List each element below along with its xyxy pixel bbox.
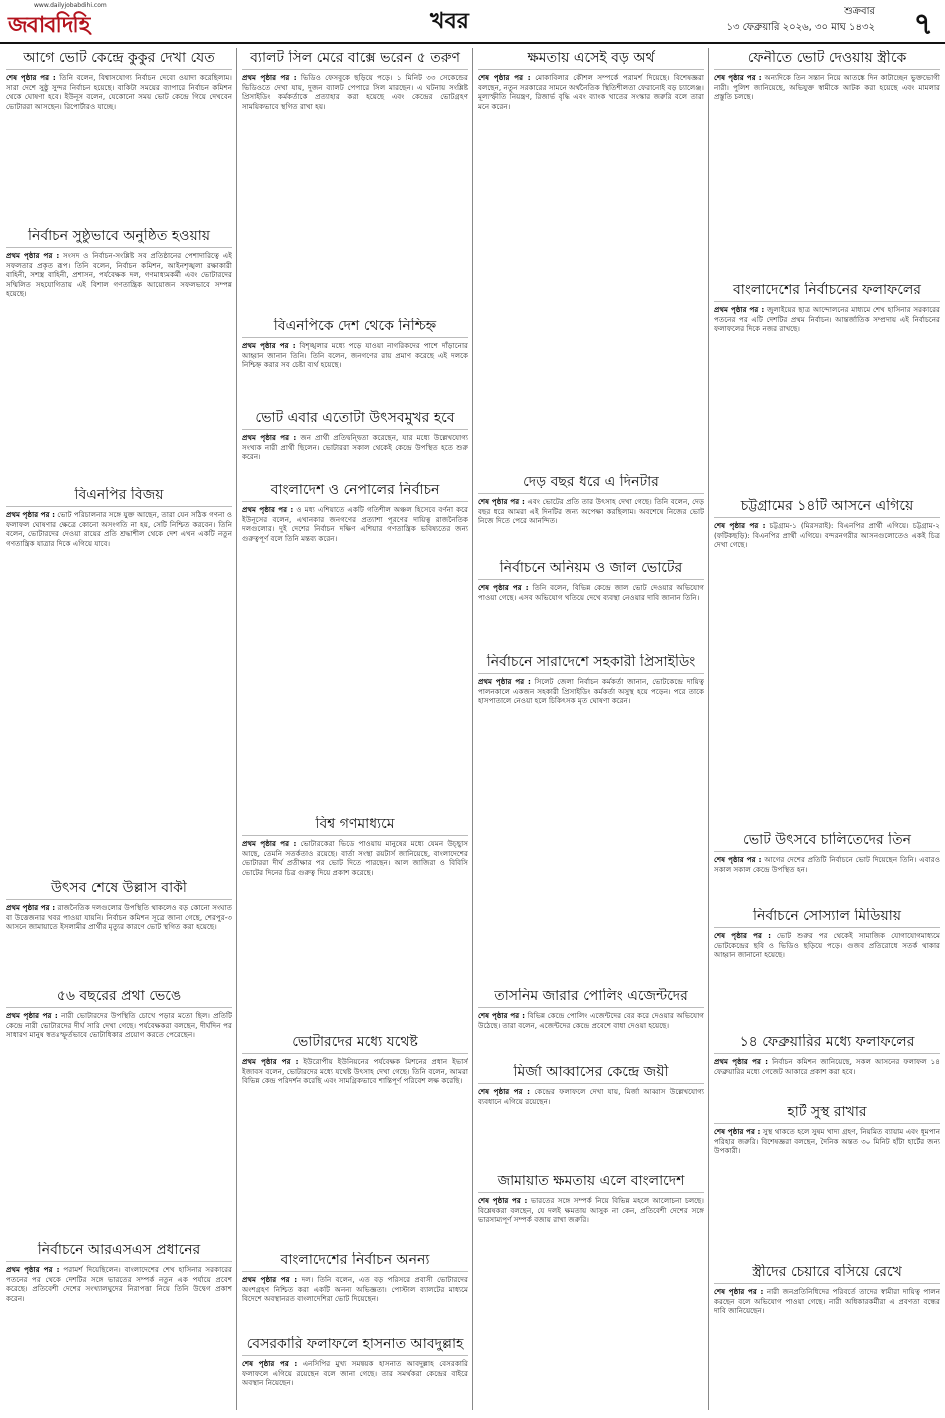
- story-body: [478, 1196, 704, 1225]
- story-headline[interactable]: নির্বাচনে সোস্যাল মিডিয়ায়: [714, 908, 940, 928]
- news-story: [242, 318, 468, 406]
- story-text: ভোট শুরুর পর থেকেই সামাজিক যোগাযোগমাধ্যমে ভোটকেন্দ্রের ছবি ও ভিডিও ছড়িয়ে পড়ে। গুজব প্রতিরোধে সতর্ক থাকার আহ্বান জানানো হয়েছে।: [714, 931, 940, 960]
- story-headline[interactable]: ভোট এবার এতোটা উৎসবমুখর হবে: [242, 410, 468, 430]
- story-body: [714, 521, 940, 550]
- story-body: [714, 1127, 940, 1156]
- column-divider: [236, 48, 237, 1410]
- story-text: নারী জনপ্রতিনিধিদের পরিবর্তে তাদের স্বামীরা দায়িত্ব পালন করছেন বলে অভিযোগ পাওয়া গেছে। নারী অধিকারকর্মীরা এ প্রবণতা বন্ধের দাবি জানিয়েছেন।: [714, 1287, 940, 1316]
- story-headline[interactable]: ১৪ ফেব্রুয়ারির মধ্যে ফলাফলের: [714, 1034, 940, 1054]
- story-text: ভোটারকেরা ভিডে পাওয়ায় মানুষের মধ্যে যেমন উচ্ছ্বাস আছে, তেমনি সতর্কতাও রয়েছে। বার্তা সংস্থা রয়টার্স জানিয়েছে, বাংলাদেশের ভোটাররা দীর্ঘ প্রতীক্ষার পর ভোট দিতে পারছেন। আল জাজিরা ও বিবিসি ভোটের দিনের চিত্র গুরুত্ব দিয়ে প্রকাশ করেছে।: [242, 839, 468, 877]
- column-divider: [472, 48, 473, 1410]
- story-body: [242, 505, 468, 543]
- story-lead: শেষ পৃষ্ঠার পর :: [714, 73, 762, 82]
- story-body: [478, 583, 704, 602]
- issue-day: শুক্রবার: [844, 6, 875, 17]
- story-headline[interactable]: মির্জা আব্বাসের কেন্দ্রে জয়ী: [478, 1064, 704, 1084]
- story-lead: প্রথম পৃষ্ঠার পর :: [6, 251, 60, 260]
- story-headline[interactable]: ভোট উৎসবে চালিতেদের তিন: [714, 832, 940, 852]
- story-headline[interactable]: স্ত্রীদের চেয়ারে বসিয়ে রেখে: [714, 1264, 940, 1284]
- story-text: চট্টগ্রাম-১ (মিরসরাই): বিএনপির প্রার্থী এগিয়ে। চট্টগ্রাম-২ (ফটিকছড়ি): বিএনপির প্রার্থী এগিয়ে। বন্দরনগরীর আসনগুলোতেও একই চিত্র দেখা গেছে।: [714, 521, 940, 550]
- news-story: [242, 1336, 468, 1410]
- news-story: [6, 1242, 232, 1408]
- story-lead: শেষ পৃষ্ঠার পর :: [478, 1087, 531, 1096]
- story-lead: শেষ পৃষ্ঠার পর :: [714, 521, 766, 530]
- story-lead: প্রথম পৃষ্ঠার পর :: [242, 341, 296, 350]
- news-story: [242, 482, 468, 812]
- news-story: [478, 988, 704, 1060]
- story-text: জন প্রার্থী প্রতিদ্বন্দ্বিতা করেছেন, যার মধ্যে উল্লেখযোগ্য সংখ্যক নারী প্রার্থী ছিলেন। ভোটাররা সকাল থেকেই কেন্দ্রে উপস্থিত হতে শুরু করেন।: [242, 433, 468, 462]
- story-lead: শেষ পৃষ্ঠার পর :: [242, 1359, 298, 1368]
- story-headline[interactable]: তাসনিম জারার পোলিং এজেন্টদের: [478, 988, 704, 1008]
- story-text: বিভিন্ন কেন্দ্রে পোলিং এজেন্টদের বের করে দেওয়ার অভিযোগ উঠেছে। তারা বলেন, এজেন্টদের কেন্দ্রে প্রবেশে বাধা দেওয়া হয়েছে।: [478, 1011, 704, 1030]
- news-story: [6, 988, 232, 1238]
- story-lead: শেষ পৃষ্ঠার পর :: [714, 931, 771, 940]
- story-lead: প্রথম পৃষ্ঠার পর :: [478, 677, 531, 686]
- story-text: নারী ভোটারদের উপস্থিতি চোখে পড়ার মতো ছিল। প্রতিটি কেন্দ্রে নারী ভোটারদের দীর্ঘ সারি দেখা গেছে। পর্যবেক্ষকরা বলছেন, দীর্ঘদিন পর সাধারণ মানুষ স্বতঃস্ফূর্তভাবে ভোটাধিকার প্রয়োগ করতে পেরেছেন।: [6, 1011, 232, 1040]
- story-body: [6, 903, 232, 932]
- news-story: [242, 50, 468, 315]
- story-body: [6, 251, 232, 299]
- news-story: [242, 1252, 468, 1332]
- story-lead: প্রথম পৃষ্ঠার পর :: [242, 433, 297, 442]
- story-body: [242, 341, 468, 370]
- news-story: [714, 1104, 940, 1260]
- story-lead: প্রথম পৃষ্ঠার পর :: [242, 1275, 298, 1284]
- news-story: [6, 880, 232, 985]
- story-headline[interactable]: বিএনপির বিজয়: [6, 487, 232, 507]
- story-lead: শেষ পৃষ্ঠার পর :: [478, 497, 525, 506]
- story-headline[interactable]: বিএনপিকে দেশ থেকে নিশ্চিহ্ন: [242, 318, 468, 338]
- story-body: [6, 1265, 232, 1303]
- story-lead: প্রথম পৃষ্ঠার পর :: [714, 305, 765, 314]
- story-text: ভারতের সঙ্গে সম্পর্ক নিয়ে বিভিন্ন মহলে আলোচনা চলছে। বিশ্লেষকরা বলছেন, যে দলই ক্ষমতায় আসুক না কেন, প্রতিবেশী দেশের সঙ্গে ভারসাম্যপূর্ণ সম্পর্ক বজায় রাখা জরুরি।: [478, 1196, 704, 1225]
- story-lead: প্রথম পৃষ্ঠার পর :: [714, 1057, 769, 1066]
- story-body: [478, 1087, 704, 1106]
- story-body: [478, 497, 704, 526]
- story-body: [242, 1359, 468, 1388]
- news-story: [714, 832, 940, 904]
- story-text: এনসিপির মুখ্য সমন্বয়ক হাসনাত আবদুল্লাহ বেসরকারি ফলাফলে এগিয়ে রয়েছেন বলে জানা গেছে। তার সমর্থকরা কেন্দ্রের বাইরে অবস্থান নিয়েছেন।: [242, 1359, 468, 1388]
- news-story: [478, 50, 704, 470]
- story-text: সংসদ ও নির্বাচন-সংশ্লিষ্ট সব প্রতিষ্ঠানের পেশাদারিত্বে এই সফলতার প্রকৃত রূপ। তিনি বলেন, নির্বাচন কমিশন, আইনশৃঙ্খলা রক্ষাকারী বাহিনী, সশস্ত্র বাহিনী, প্রশাসন, পর্যবেক্ষক দল, গণমাধ্যমকর্মী এবং ভোটারদের সম্মিলিত সহযোগিতায় এই বিশাল গণতান্ত্রিক আয়োজন সফলভাবে সম্পন্ন হয়েছে।: [6, 251, 232, 299]
- news-story: [242, 1034, 468, 1249]
- story-lead: শেষ পৃষ্ঠার পর :: [478, 583, 529, 592]
- story-headline[interactable]: ক্ষমতায় এসেই বড় অর্থ: [478, 50, 704, 70]
- story-text: ও মধ্য এশিয়াতে একটি গতিশীল অঞ্চল হিসেবে বর্ণনা করে ইউনূসের বলেন, এখানকার জনগণের প্রত্যাশা পূরণের দায়িত্ব রাজনৈতিক দলগুলোর। দুই দেশের নির্বাচন দক্ষিণ এশিয়ার গণতান্ত্রিক ভবিষ্যতের জন্য গুরুত্বপূর্ণ বলে তিনি মন্তব্য করেন।: [242, 505, 468, 543]
- brand-name: জবাবদিহি: [8, 12, 90, 38]
- story-lead: শেষ পৃষ্ঠার পর :: [478, 1196, 528, 1205]
- story-body: [714, 1057, 940, 1076]
- story-lead: প্রথম পৃষ্ঠার পর :: [6, 510, 55, 519]
- story-headline[interactable]: ব্যালট সিল মেরে বাক্সে ভরেন ৫ তরুণ: [242, 50, 468, 70]
- story-lead: প্রথম পৃষ্ঠার পর :: [242, 1057, 299, 1066]
- story-body: [478, 73, 704, 111]
- story-text: পরামর্শ দিয়েছিলেন। বাংলাদেশের শেখ হাসিনার সরকারের পতনের পর থেকে দেশটির সঙ্গে ভারতের সম্পর্ক নতুন এক পর্যায়ে প্রবেশ করেছে। প্রতিবেশী দেশের সংখ্যালঘুদের নিরাপত্তা নিয়ে তিনি উদ্বেগ প্রকাশ করেন।: [6, 1265, 232, 1303]
- story-text: সিলেট জেলা নির্বাচন কর্মকর্তা জানান, ভোটকেন্দ্রে দায়িত্ব পালনকালে একজন সহকারী প্রিসাইডিং কর্মকর্তা অসুস্থ হয়ে পড়েন। পরে তাকে হাসপাতালে নেওয়া হলে চিকিৎসক মৃত ঘোষণা করেন।: [478, 677, 704, 706]
- news-story: [6, 50, 232, 225]
- story-body: [6, 73, 232, 111]
- story-text: এবং ভোটের প্রতি তার উৎসাহ দেখা গেছে। তিনি বলেন, দেড় বছর ধরে আমরা এই দিনটির জন্য অপেক্ষা করছিলাম। অবশেষে নিজের ভোট নিজে দিতে পেরে আনন্দিত।: [478, 497, 704, 526]
- story-text: ভিডিও ফেসবুকে ছড়িয়ে পড়ে। ১ মিনিট ৩৩ সেকেন্ডের ভিডিওতে দেখা যায়, দুজন ব্যালট পেপারে সিল মারছেন। এ ঘটনায় সংশ্লিষ্ট প্রিসাইডিং কর্মকর্তাকে প্রত্যাহার করা হয়েছে এবং কেন্দ্রের ভোটগ্রহণ সাময়িকভাবে স্থগিত রাখা হয়।: [242, 73, 468, 111]
- story-lead: শেষ পৃষ্ঠার পর :: [478, 1011, 525, 1020]
- story-body: [242, 433, 468, 462]
- story-lead: প্রথম পৃষ্ঠার পর :: [6, 1265, 60, 1274]
- news-story: [478, 1173, 704, 1410]
- story-body: [478, 677, 704, 706]
- story-headline[interactable]: বাংলাদেশ ও নেপালের নির্বাচন: [242, 482, 468, 502]
- story-lead: শেষ পৃষ্ঠার পর :: [714, 855, 762, 864]
- story-text: সুস্থ থাকতে হলে সুষম খাদ্য গ্রহণ, নিয়মিত ব্যায়াম এবং ধূমপান পরিহার জরুরি। বিশেষজ্ঞরা বলছেন, দৈনিক অন্তত ৩০ মিনিট হাঁটা হার্টের জন্য উপকারী।: [714, 1127, 940, 1156]
- story-body: [478, 1011, 704, 1030]
- story-lead: শেষ পৃষ্ঠার পর :: [478, 73, 531, 82]
- story-text: জুলাইয়ের ছাত্র আন্দোলনের মাধ্যমে শেখ হাসিনার সরকারের পতনের পর এটি দেশটির প্রথম নির্বাচন। আন্তর্জাতিক সম্প্রদায় এই নির্বাচনের ফলাফলের দিকে নজর রাখছে।: [714, 305, 940, 334]
- story-body: [714, 931, 940, 960]
- story-headline[interactable]: নির্বাচন সুষ্ঠুভাবে অনুষ্ঠিত হওয়ায়: [6, 228, 232, 248]
- story-body: [242, 1057, 468, 1086]
- news-story: [714, 908, 940, 1030]
- news-story: [478, 654, 704, 984]
- newspaper-logo[interactable]: [8, 2, 107, 38]
- story-lead: শেষ পৃষ্ঠার পর :: [6, 73, 56, 82]
- story-headline[interactable]: নির্বাচনে সারাদেশে সহকারী প্রিসাইডিং: [478, 654, 704, 674]
- story-body: [6, 1011, 232, 1040]
- masthead: [0, 0, 945, 44]
- story-headline[interactable]: বাংলাদেশের নির্বাচনের ফলাফলের: [714, 282, 940, 302]
- story-body: [242, 839, 468, 877]
- site-url: www.dailyjobabdihi.com: [34, 2, 107, 9]
- story-lead: প্রথম পৃষ্ঠার পর :: [242, 73, 297, 82]
- story-lead: প্রথম পৃষ্ঠার পর :: [242, 839, 297, 848]
- story-body: [714, 305, 940, 334]
- story-headline[interactable]: বাংলাদেশের নির্বাচন অনন্য: [242, 1252, 468, 1272]
- story-text: কেন্দ্রের ফলাফলে দেখা যায়, মির্জা আব্বাস উল্লেখযোগ্য ব্যবধানে এগিয়ে রয়েছেন।: [478, 1087, 704, 1106]
- column-divider: [708, 48, 709, 1410]
- story-lead: প্রথম পৃষ্ঠার পর :: [6, 1011, 58, 1020]
- news-story: [714, 282, 940, 494]
- story-headline[interactable]: বেসরকারি ফলাফলে হাসনাত আবদুল্লাহ: [242, 1336, 468, 1356]
- issue-date: ১৩ ফেব্রুয়ারি ২০২৬, ৩০ মাঘ ১৪৩২: [726, 22, 875, 33]
- story-text: মোকাবিলার কৌশল সম্পর্কে পরামর্শ দিয়েছে। বিশেষজ্ঞরা বলছেন, নতুন সরকারের সামনে অর্থনৈতিক স্থিতিশীলতা ফেরানোই বড় চ্যালেঞ্জ। মূল্যস্ফীতি নিয়ন্ত্রণ, রিজার্ভ বৃদ্ধি এবং ব্যাংক খাতের সংস্কার জরুরি বলে তারা মনে করেন।: [478, 73, 704, 111]
- story-body: [714, 1287, 940, 1316]
- story-lead: শেষ পৃষ্ঠার পর :: [714, 1127, 761, 1136]
- news-story: [714, 1264, 940, 1410]
- story-text: রাজনৈতিক দলগুলোর উপস্থিতি থাকলেও বড় কোনো সংঘাত বা উত্তেজনার খবর পাওয়া যায়নি। নির্বাচন কমিশন সূত্রে জানা গেছে, শেরপুর-৩ আসনে জামায়াতে ইসলামীর প্রার্থীর মৃত্যুর কারণে ভোট স্থগিত করা হয়েছে।: [6, 903, 232, 932]
- page-number: ৭: [913, 7, 933, 42]
- news-story: [714, 1034, 940, 1100]
- story-lead: প্রথম পৃষ্ঠার পর :: [6, 903, 56, 912]
- story-lead: প্রথম পৃষ্ঠার পর :: [242, 505, 294, 514]
- story-body: [714, 73, 940, 102]
- news-story: [6, 228, 232, 483]
- news-story: [714, 50, 940, 278]
- section-title: খবর: [430, 8, 469, 34]
- story-headline[interactable]: ভোটারদের মধ্যে যথেষ্ট: [242, 1034, 468, 1054]
- news-story: [478, 474, 704, 556]
- news-story: [714, 498, 940, 828]
- story-headline[interactable]: উৎসব শেষে উল্লাস বাকী: [6, 880, 232, 900]
- story-text: দল। তিনি বলেন, এত বড় পরিসরে প্রবাসী ভোটারদের অংশগ্রহণ নিশ্চিত করা একটি অনন্য অভিজ্ঞতা। পোস্টাল ব্যালটের মাধ্যমে বিদেশে অবস্থানরত বাংলাদেশিরা ভোট দিয়েছেন।: [242, 1275, 468, 1304]
- story-headline[interactable]: ৫৬ বছরের প্রথা ভেঙে: [6, 988, 232, 1008]
- story-text: ভোট পরিচালনার সঙ্গে যুক্ত আছেন, তারা যেন সঠিক গণনা ও ফলাফল ঘোষণার ক্ষেত্রে কোনো অসংগতি না হয়, সেটি নিশ্চিত করবেন। তিনি বলেন, ভোটারদের দেওয়া রায়ের প্রতি শ্রদ্ধাশীল থেকে দেশ এখন একটি নতুন গণতান্ত্রিক যাত্রার দিকে এগিয়ে যাবে।: [6, 510, 232, 548]
- story-headline[interactable]: নির্বাচনে অনিয়ম ও জাল ভোটের: [478, 560, 704, 580]
- news-story: [478, 1064, 704, 1169]
- story-headline[interactable]: দেড় বছর ধরে এ দিনটার: [478, 474, 704, 494]
- story-text: বিশৃঙ্খলার মধ্যে পড়ে যাওয়া নাগরিকদের পাশে দাঁড়ানোর আহ্বান জানান তিনি। তিনি বলেন, জনগণের রায় প্রমাণ করেছে এই দলকে নিশ্চিহ্ন করার সব চেষ্টা ব্যর্থ হয়েছে।: [242, 341, 468, 370]
- story-text: নির্বাচন কমিশন জানিয়েছে, সকল আসনের ফলাফল ১৪ ফেব্রুয়ারির মধ্যে গেজেট আকারে প্রকাশ করা হবে।: [714, 1057, 940, 1076]
- story-headline[interactable]: আগে ভোট কেন্দ্রে কুকুর দেখা যেত: [6, 50, 232, 70]
- story-text: তিনি বলেন, বিশ্বাসযোগ্য নির্বাচন দেবো ওয়াদা করেছিলাম। সারা দেশে সুষ্ঠু সুন্দর নির্বাচন হয়েছে। বাকিটা সময়ের ব্যাপারে নির্বাচন কমিশন থেকে ঘোষণা হবে। ইউনূস বলেন, যেকোনো সময় ভোট কেন্দ্রে গিয়ে দেখবেন ভোটাররা আসছেন। রিপোর্টারও যাচ্ছে।: [6, 73, 232, 111]
- news-story: [6, 487, 232, 877]
- story-body: [242, 1275, 468, 1304]
- story-headline[interactable]: ফেনীতে ভোট দেওয়ায় স্ত্রীকে: [714, 50, 940, 70]
- story-lead: শেষ পৃষ্ঠার পর :: [714, 1287, 764, 1296]
- story-text: আগের দেশের প্রতিটি নির্বাচনে ভোট দিয়েছেন তিনি। এবারও সকাল সকাল কেন্দ্রে উপস্থিত হন।: [714, 855, 940, 874]
- story-headline[interactable]: নির্বাচনে আরএসএস প্রধানের: [6, 1242, 232, 1262]
- story-body: [714, 855, 940, 874]
- story-headline[interactable]: হার্ট সুস্থ রাখার: [714, 1104, 940, 1124]
- story-body: [242, 73, 468, 111]
- story-body: [6, 510, 232, 548]
- news-story: [242, 816, 468, 1031]
- story-text: অন্যদিকে তিন সন্তান নিয়ে আতঙ্কে দিন কাটাচ্ছেন ভুক্তভোগী নারী। পুলিশ জানিয়েছে, অভিযুক্ত স্বামীকে আটক করা হয়েছে এবং মামলার প্রস্তুতি চলছে।: [714, 73, 940, 102]
- story-headline[interactable]: জামায়াত ক্ষমতায় এলে বাংলাদেশ: [478, 1173, 704, 1193]
- story-text: ইউরোপীয় ইউনিয়নের পর্যবেক্ষক মিশনের প্রধান ইভার্স ইজাবস বলেন, ভোটারদের মধ্যে যথেষ্ট উৎসাহ দেখা গেছে। তিনি বলেন, আমরা বিভিন্ন কেন্দ্র পরিদর্শন করেছি এবং সামগ্রিকভাবে শান্তিপূর্ণ পরিবেশ লক্ষ করেছি।: [242, 1057, 468, 1086]
- story-headline[interactable]: বিশ্ব গণমাধ্যমে: [242, 816, 468, 836]
- news-story: [478, 560, 704, 650]
- story-text: তিনি বলেন, বিভিন্ন কেন্দ্রে জাল ভোট দেওয়ার অভিযোগ পাওয়া গেছে। এসব অভিযোগ খতিয়ে দেখে ব্যবস্থা নেওয়ার দাবি জানান তিনি।: [478, 583, 704, 602]
- news-story: [242, 410, 468, 478]
- story-headline[interactable]: চট্টগ্রামের ১৪টি আসনে এগিয়ে: [714, 498, 940, 518]
